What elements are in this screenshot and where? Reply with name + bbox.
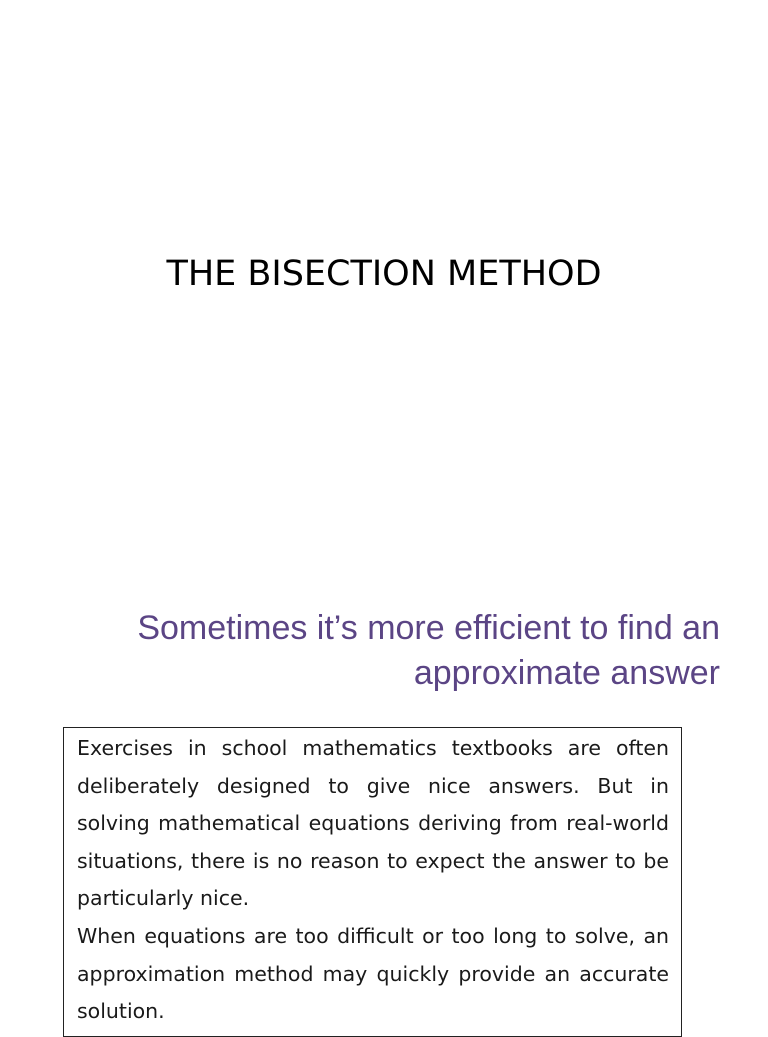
slide-title: THE BISECTION METHOD	[166, 254, 602, 294]
slide-subtitle	[40, 606, 720, 696]
subtitle-line-2: approximate answer	[413, 654, 720, 692]
textbox-paragraph-2: When equations are too difficult or too long to solve, an approximation method may quickly provide an accurate solution.	[77, 923, 669, 1024]
textbox-paragraph-1: Exercises in school mathematics textbooks are often deliberately designed to give nice answers. But in solving mathematical equations deriving from real-world situations, there is no reason to expect the answer to be particularly nice.	[77, 736, 669, 911]
quote-textbox	[63, 727, 682, 1037]
subtitle-line-1: Sometimes it’s more efficient to find an	[137, 609, 720, 647]
